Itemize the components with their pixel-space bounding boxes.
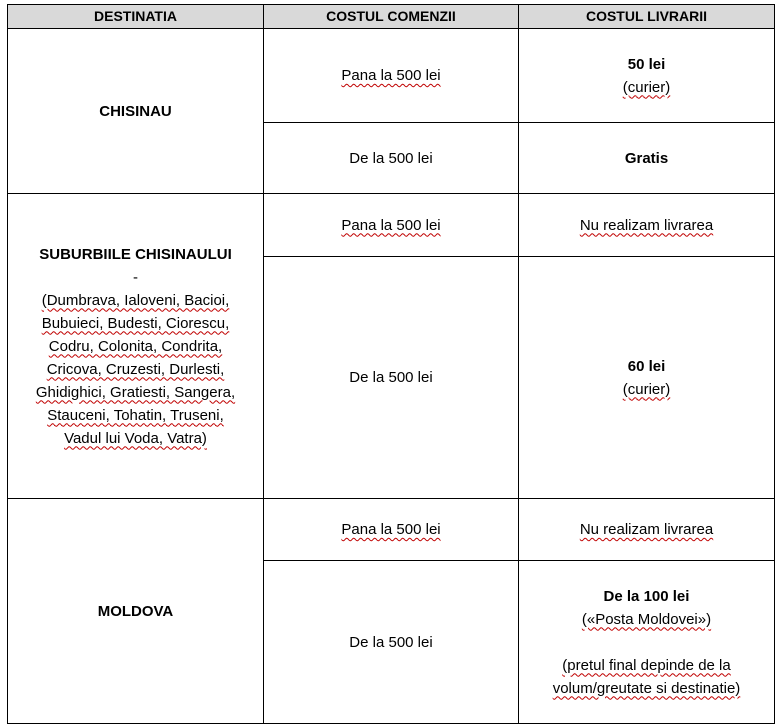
table-row — [8, 499, 775, 561]
order-cost-cell: Pana la 500 lei — [264, 194, 519, 257]
delivery-extra: (pretul final depinde de la — [562, 656, 731, 674]
delivery-note: (curier) — [622, 78, 671, 96]
header-destination: DESTINATIA — [8, 5, 264, 29]
order-cost-cell: Pana la 500 lei — [264, 499, 519, 561]
order-cost-cell: Pana la 500 lei — [264, 29, 519, 123]
order-cost-cell: De la 500 lei — [264, 257, 519, 499]
towns-line: Cricova, Cruzesti, Durlesti, — [46, 360, 225, 378]
dash-separator: - — [133, 268, 138, 286]
delivery-price: De la 100 lei — [603, 587, 690, 605]
towns-line: Stauceni, Tohatin, Truseni, — [47, 406, 224, 424]
delivery-cost-cell — [519, 257, 775, 499]
header-row — [8, 5, 775, 29]
delivery-note: («Posta Moldovei») — [581, 610, 712, 628]
suburb-towns-list — [8, 289, 263, 450]
delivery-price: 60 lei — [627, 357, 666, 375]
order-cost-cell: De la 500 lei — [264, 561, 519, 724]
delivery-note: (curier) — [622, 380, 671, 398]
header-delivery-cost: COSTUL LIVRARII — [519, 5, 775, 29]
table-row — [8, 29, 775, 123]
delivery-cost-table — [7, 4, 775, 724]
destination-suburbs-title: SUBURBIILE CHISINAULUI — [39, 245, 232, 263]
delivery-cost-cell: Gratis — [519, 123, 775, 194]
towns-line: (Dumbrava, Ialoveni, Bacioi, — [41, 291, 230, 309]
destination-moldova: MOLDOVA — [8, 499, 264, 724]
delivery-cost-cell: Nu realizam livrarea — [519, 499, 775, 561]
delivery-extra: volum/greutate si destinatie) — [552, 679, 741, 697]
destination-chisinau: CHISINAU — [8, 29, 264, 194]
order-cost-cell: De la 500 lei — [264, 123, 519, 194]
header-order-cost: COSTUL COMENZII — [264, 5, 519, 29]
delivery-cost-cell — [519, 29, 775, 123]
table-row — [8, 194, 775, 257]
destination-suburbs — [8, 194, 264, 499]
towns-line: Vadul lui Voda, Vatra) — [64, 429, 207, 447]
towns-line: Ghidighici, Gratiesti, Sangera, — [35, 383, 236, 401]
delivery-price: 50 lei — [627, 55, 666, 73]
blank-line — [519, 631, 774, 654]
towns-line: Bubuieci, Budesti, Ciorescu, — [41, 314, 230, 332]
towns-line: Codru, Colonita, Condrita, — [48, 337, 223, 355]
delivery-cost-cell: Nu realizam livrarea — [519, 194, 775, 257]
delivery-cost-cell — [519, 561, 775, 724]
